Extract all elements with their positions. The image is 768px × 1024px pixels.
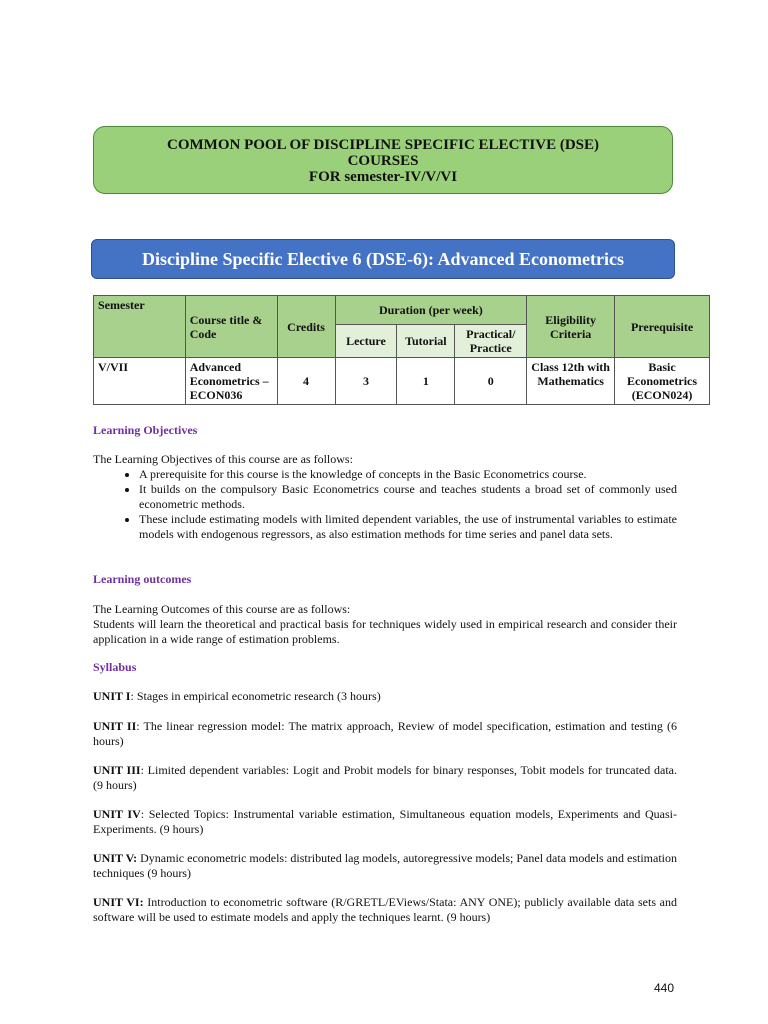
unit-text: Introduction to econometric software (R/GRETL/EViews/Stata: ANY ONE); publicly available data sets and software will be used to estimate models and apply the techniques learnt. (9 hours)	[93, 895, 677, 924]
cell-prerequisite: Basic Econometrics (ECON024)	[615, 358, 710, 405]
header-tutorial: Tutorial	[397, 325, 455, 358]
objective-item: • A prerequisite for this course is the knowledge of concepts in the Basic Econometrics course.	[139, 467, 677, 482]
unit-text: Dynamic econometric models: distributed lag models, autoregressive models; Panel data models and estimation techniques (9 hours)	[93, 851, 678, 880]
header-duration: Duration (per week)	[335, 296, 527, 325]
learning-objectives-body	[93, 452, 677, 542]
unit-6	[93, 895, 677, 925]
header-credits: Credits	[277, 296, 335, 358]
banner-line-1: COMMON POOL OF DISCIPLINE SPECIFIC ELECTIVE (DSE)	[167, 137, 599, 153]
unit-separator: :	[140, 763, 148, 777]
unit-1	[93, 689, 677, 704]
header-prerequisite: Prerequisite	[615, 296, 710, 358]
header-practical: Practical/ Practice	[455, 325, 527, 358]
cell-eligibility: Class 12th with Mathematics	[527, 358, 615, 405]
common-pool-banner	[93, 126, 673, 194]
unit-label: UNIT V:	[93, 851, 138, 865]
unit-label: UNIT II	[93, 719, 137, 733]
unit-text: Selected Topics: Instrumental variable estimation, Simultaneous equation models, Experiments and Quasi-Experiments. (9 hours)	[93, 807, 678, 836]
syllabus-heading: Syllabus	[93, 660, 137, 674]
course-details-table	[93, 295, 710, 405]
page-number: 440	[654, 981, 675, 995]
unit-label: UNIT VI:	[93, 895, 144, 909]
objective-item: • These include estimating models with limited dependent variables, the use of instrumental variables to estimate models with endogenous regressors, as also estimation methods for time series and panel data sets.	[139, 512, 677, 542]
learning-outcomes-text: Students will learn the theoretical and practical basis for techniques widely used in empirical research and consider their application in a wide range of estimation problems.	[93, 617, 677, 646]
cell-credits: 4	[277, 358, 335, 405]
banner-line-2: COURSES	[347, 153, 419, 169]
unit-label: UNIT I	[93, 689, 131, 703]
unit-text: Limited dependent variables: Logit and Probit models for binary responses, Tobit models for truncated data. (9 hours)	[93, 763, 677, 792]
unit-5	[93, 851, 677, 881]
learning-objectives-intro: The Learning Objectives of this course are as follows:	[93, 452, 353, 466]
header-semester: Semester	[94, 296, 186, 358]
cell-semester: V/VII	[94, 358, 186, 405]
unit-separator: :	[140, 807, 149, 821]
unit-4	[93, 807, 677, 837]
learning-outcomes-heading: Learning outcomes	[93, 572, 192, 586]
learning-outcomes-intro: The Learning Outcomes of this course are as follows:	[93, 602, 351, 616]
learning-outcomes-body	[93, 602, 677, 647]
learning-objectives-heading: Learning Objectives	[93, 423, 198, 437]
course-title-banner: Discipline Specific Elective 6 (DSE-6): Advanced Econometrics	[91, 239, 675, 279]
cell-lecture: 3	[335, 358, 397, 405]
unit-3	[93, 763, 677, 793]
cell-course-title: Advanced Econometrics – ECON036	[185, 358, 277, 405]
unit-separator: :	[136, 719, 144, 733]
cell-tutorial: 1	[397, 358, 455, 405]
unit-separator: :	[130, 689, 137, 703]
banner-line-3: FOR semester-IV/V/VI	[308, 169, 458, 185]
unit-2	[93, 719, 677, 749]
header-lecture: Lecture	[335, 325, 397, 358]
header-course-title: Course title & Code	[185, 296, 277, 358]
unit-text: The linear regression model: The matrix approach, Review of model specification, estimation and testing (6 hours)	[93, 719, 677, 748]
header-eligibility: Eligibility Criteria	[527, 296, 615, 358]
cell-practical: 0	[455, 358, 527, 405]
unit-label: UNIT III	[93, 763, 141, 777]
objective-item: • It builds on the compulsory Basic Econometrics course and teaches students a broad set of commonly used econometric methods.	[139, 482, 677, 512]
unit-label: UNIT IV	[93, 807, 141, 821]
unit-text: Stages in empirical econometric research (3 hours)	[136, 689, 381, 703]
learning-objectives-list	[93, 467, 677, 542]
